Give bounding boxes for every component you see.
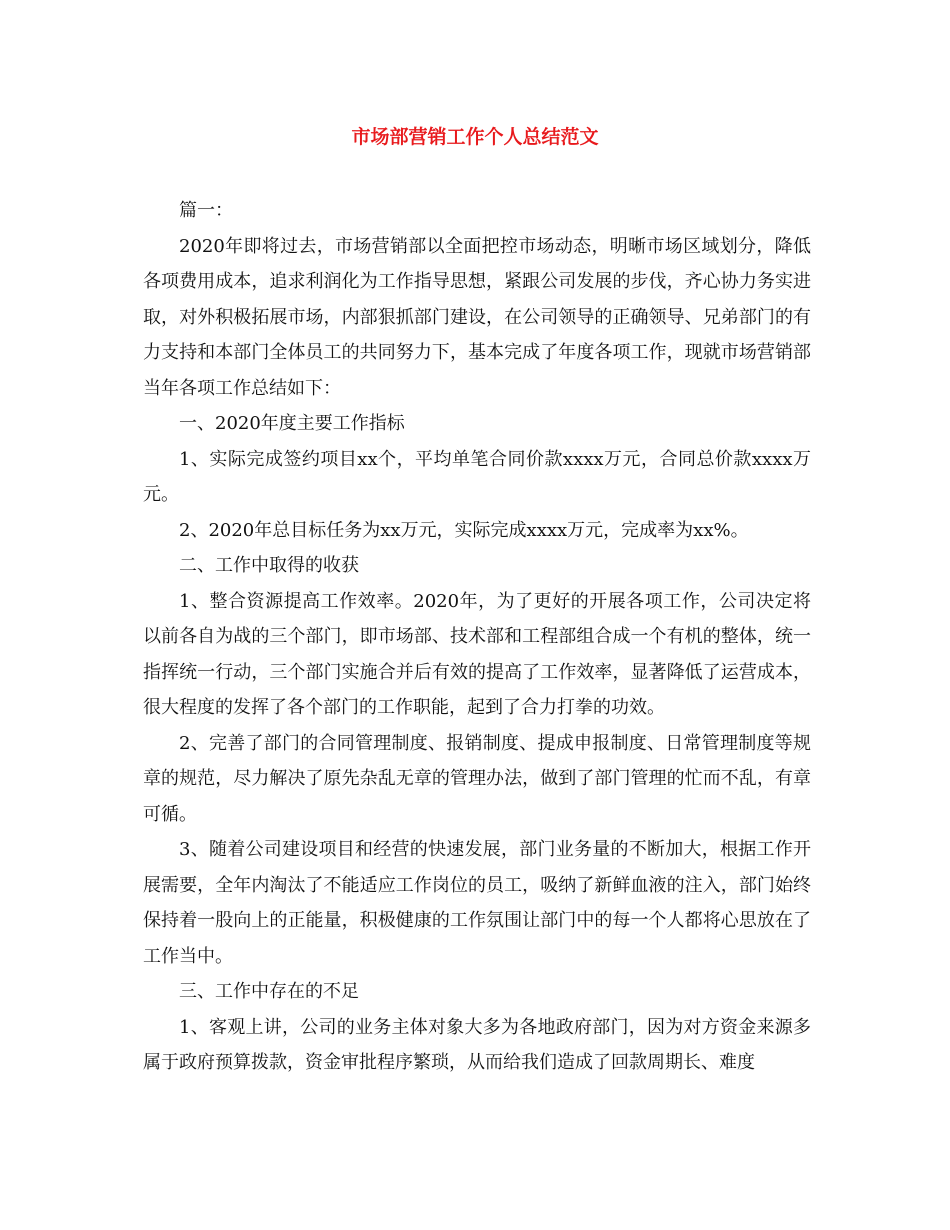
paragraph-achievement-1: 1、整合资源提高工作效率。2020年，为了更好的开展各项工作，公司决定将以前各自为战的三个部门，即市场部、技术部和工程部组合成一个有机的整体，统一指挥统一行动，三个部门实施合并后有效的提高了工作效率，显著降低了运营成本，很大程度的发挥了各个部门的工作职能，起到了合力打拳的功效。	[143, 590, 811, 718]
heading-annual-indicators: 一、2020年度主要工作指标	[179, 413, 405, 434]
paragraph-indicator-1: 1、实际完成签约项目xx个，平均单笔合同价款xxxx万元，合同总价款xxxx万元。	[143, 448, 811, 505]
paragraph-achievement-2: 2、完善了部门的合同管理制度、报销制度、提成申报制度、日常管理制度等规章的规范，尽力解决了原先杂乱无章的管理办法，做到了部门管理的忙而不乱，有章可循。	[143, 732, 811, 825]
heading-achievements: 二、工作中取得的收获	[179, 555, 359, 576]
document-title: 市场部营销工作个人总结范文	[351, 126, 599, 148]
paragraph-shortcoming-1: 1、客观上讲，公司的业务主体对象大多为各地政府部门，因为对方资金来源多属于政府预算拨款，资金审批程序繁琐，从而给我们造成了回款周期长、难度	[143, 1016, 811, 1073]
document-body	[143, 193, 811, 1081]
paragraph-indicator-2: 2、2020年总目标任务为xx万元，实际完成xxxx万元，完成率为xx%。	[179, 519, 749, 541]
heading-shortcomings: 三、工作中存在的不足	[179, 981, 359, 1002]
paragraph-achievement-3: 3、随着公司建设项目和经营的快速发展，部门业务量的不断加大，根据工作开展需要，全年内淘汰了不能适应工作岗位的员工，吸纳了新鲜血液的注入，部门始终保持着一股向上的正能量，积极健康的工作氛围让部门中的每一个人都将心思放在了工作当中。	[143, 839, 811, 967]
paragraph-section-label: 篇一：	[179, 200, 233, 221]
paragraph-intro: 2020年即将过去，市场营销部以全面把控市场动态，明晰市场区域划分，降低各项费用成本，追求利润化为工作指导思想，紧跟公司发展的步伐，齐心协力务实进取，对外积极拓展市场，内部狠抓部门建设，在公司领导的正确领导、兄弟部门的有力支持和本部门全体员工的共同努力下，基本完成了年度各项工作，现就市场营销部当年各项工作总结如下：	[143, 235, 811, 399]
